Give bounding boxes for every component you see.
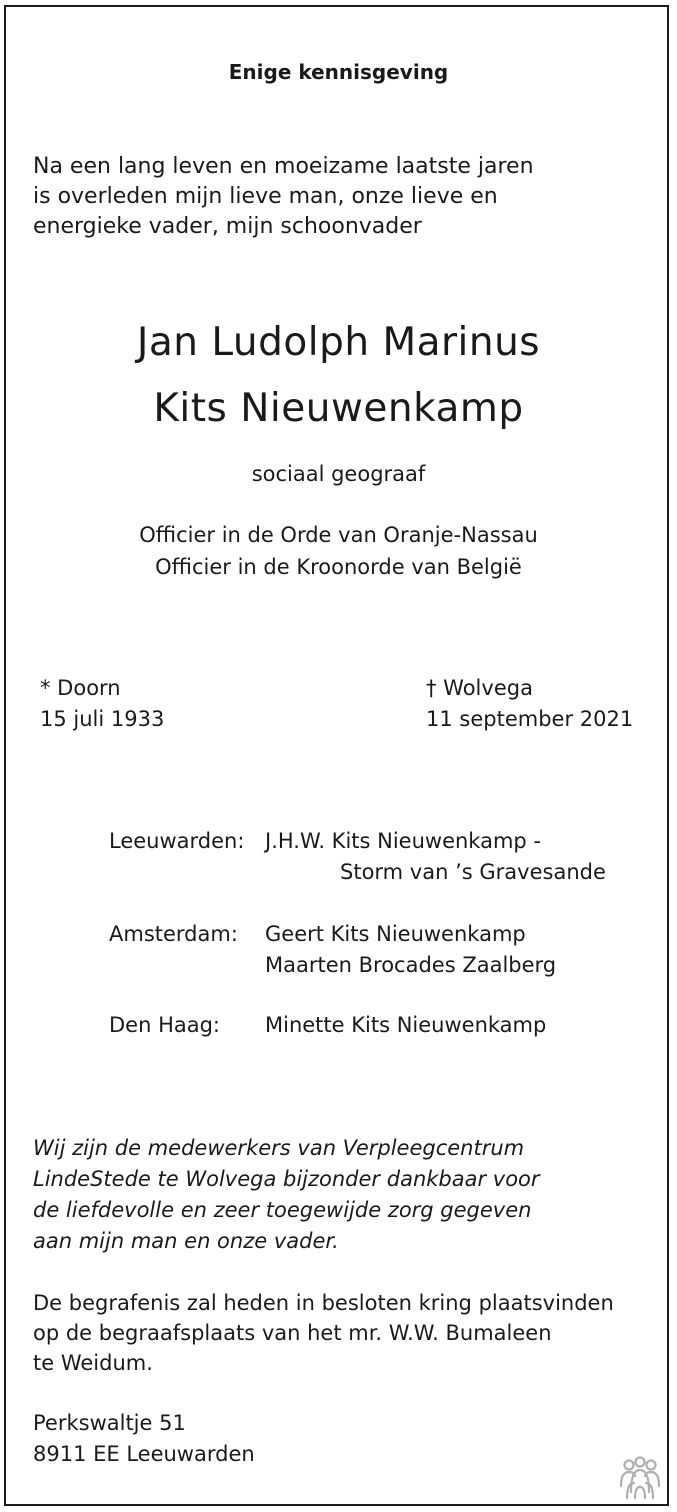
announcement-heading: Enige kennisgeving	[228, 60, 449, 84]
people-group-icon	[616, 1456, 664, 1500]
family-city: Den Haag:	[109, 1013, 221, 1037]
thanks-line: LindeStede te Wolvega bijzonder dankbaar voor	[33, 1167, 540, 1191]
death-place: † Wolvega	[426, 676, 533, 700]
family-name: J.H.W. Kits Nieuwenkamp -	[265, 829, 542, 853]
funeral-line: op de begraafsplaats van het mr. W.W. Bumaleen	[33, 1321, 552, 1345]
intro-text	[33, 152, 534, 242]
address-line: Perkswaltje 51	[33, 1411, 186, 1435]
funeral-line: De begrafenis zal heden in besloten kring plaatsvinden	[33, 1291, 614, 1315]
honor-line: Officier in de Orde van Oranje-Nassau	[139, 523, 538, 547]
thanks-line: Wij zijn de medewerkers van Verpleegcentrum	[33, 1136, 525, 1160]
birth-place: * Doorn	[40, 676, 121, 700]
deceased-name-line1: Jan Ludolph Marinus	[136, 320, 541, 365]
family-name: Minette Kits Nieuwenkamp	[265, 1013, 547, 1037]
address-text	[33, 1408, 255, 1470]
deceased-profession: sociaal geograaf	[251, 462, 426, 486]
birth-date: 15 juli 1933	[40, 707, 165, 731]
intro-line: is overleden mijn lieve man, onze lieve en	[33, 184, 498, 209]
intro-line: Na een lang leven en moeizame laatste jaren	[33, 154, 534, 179]
death-date: 11 september 2021	[426, 707, 634, 731]
family-city: Leeuwarden:	[109, 829, 245, 853]
thanks-line: aan mijn man en onze vader.	[33, 1229, 339, 1253]
family-name: Maarten Brocades Zaalberg	[265, 953, 557, 977]
honor-line: Officier in de Kroonorde van België	[155, 555, 522, 579]
intro-line: energieke vader, mijn schoonvader	[33, 214, 422, 239]
thanks-line: de liefdevolle en zeer toegewijde zorg gegeven	[33, 1198, 532, 1222]
family-name: Geert Kits Nieuwenkamp	[265, 922, 526, 946]
family-city: Amsterdam:	[109, 922, 238, 946]
deceased-name-line2: Kits Nieuwenkamp	[153, 386, 524, 431]
funeral-text	[33, 1288, 614, 1378]
address-line: 8911 EE Leeuwarden	[33, 1442, 255, 1466]
family-name: Storm van ’s Gravesande	[340, 860, 606, 884]
thanks-text	[33, 1133, 540, 1257]
funeral-line: te Weidum.	[33, 1351, 153, 1375]
